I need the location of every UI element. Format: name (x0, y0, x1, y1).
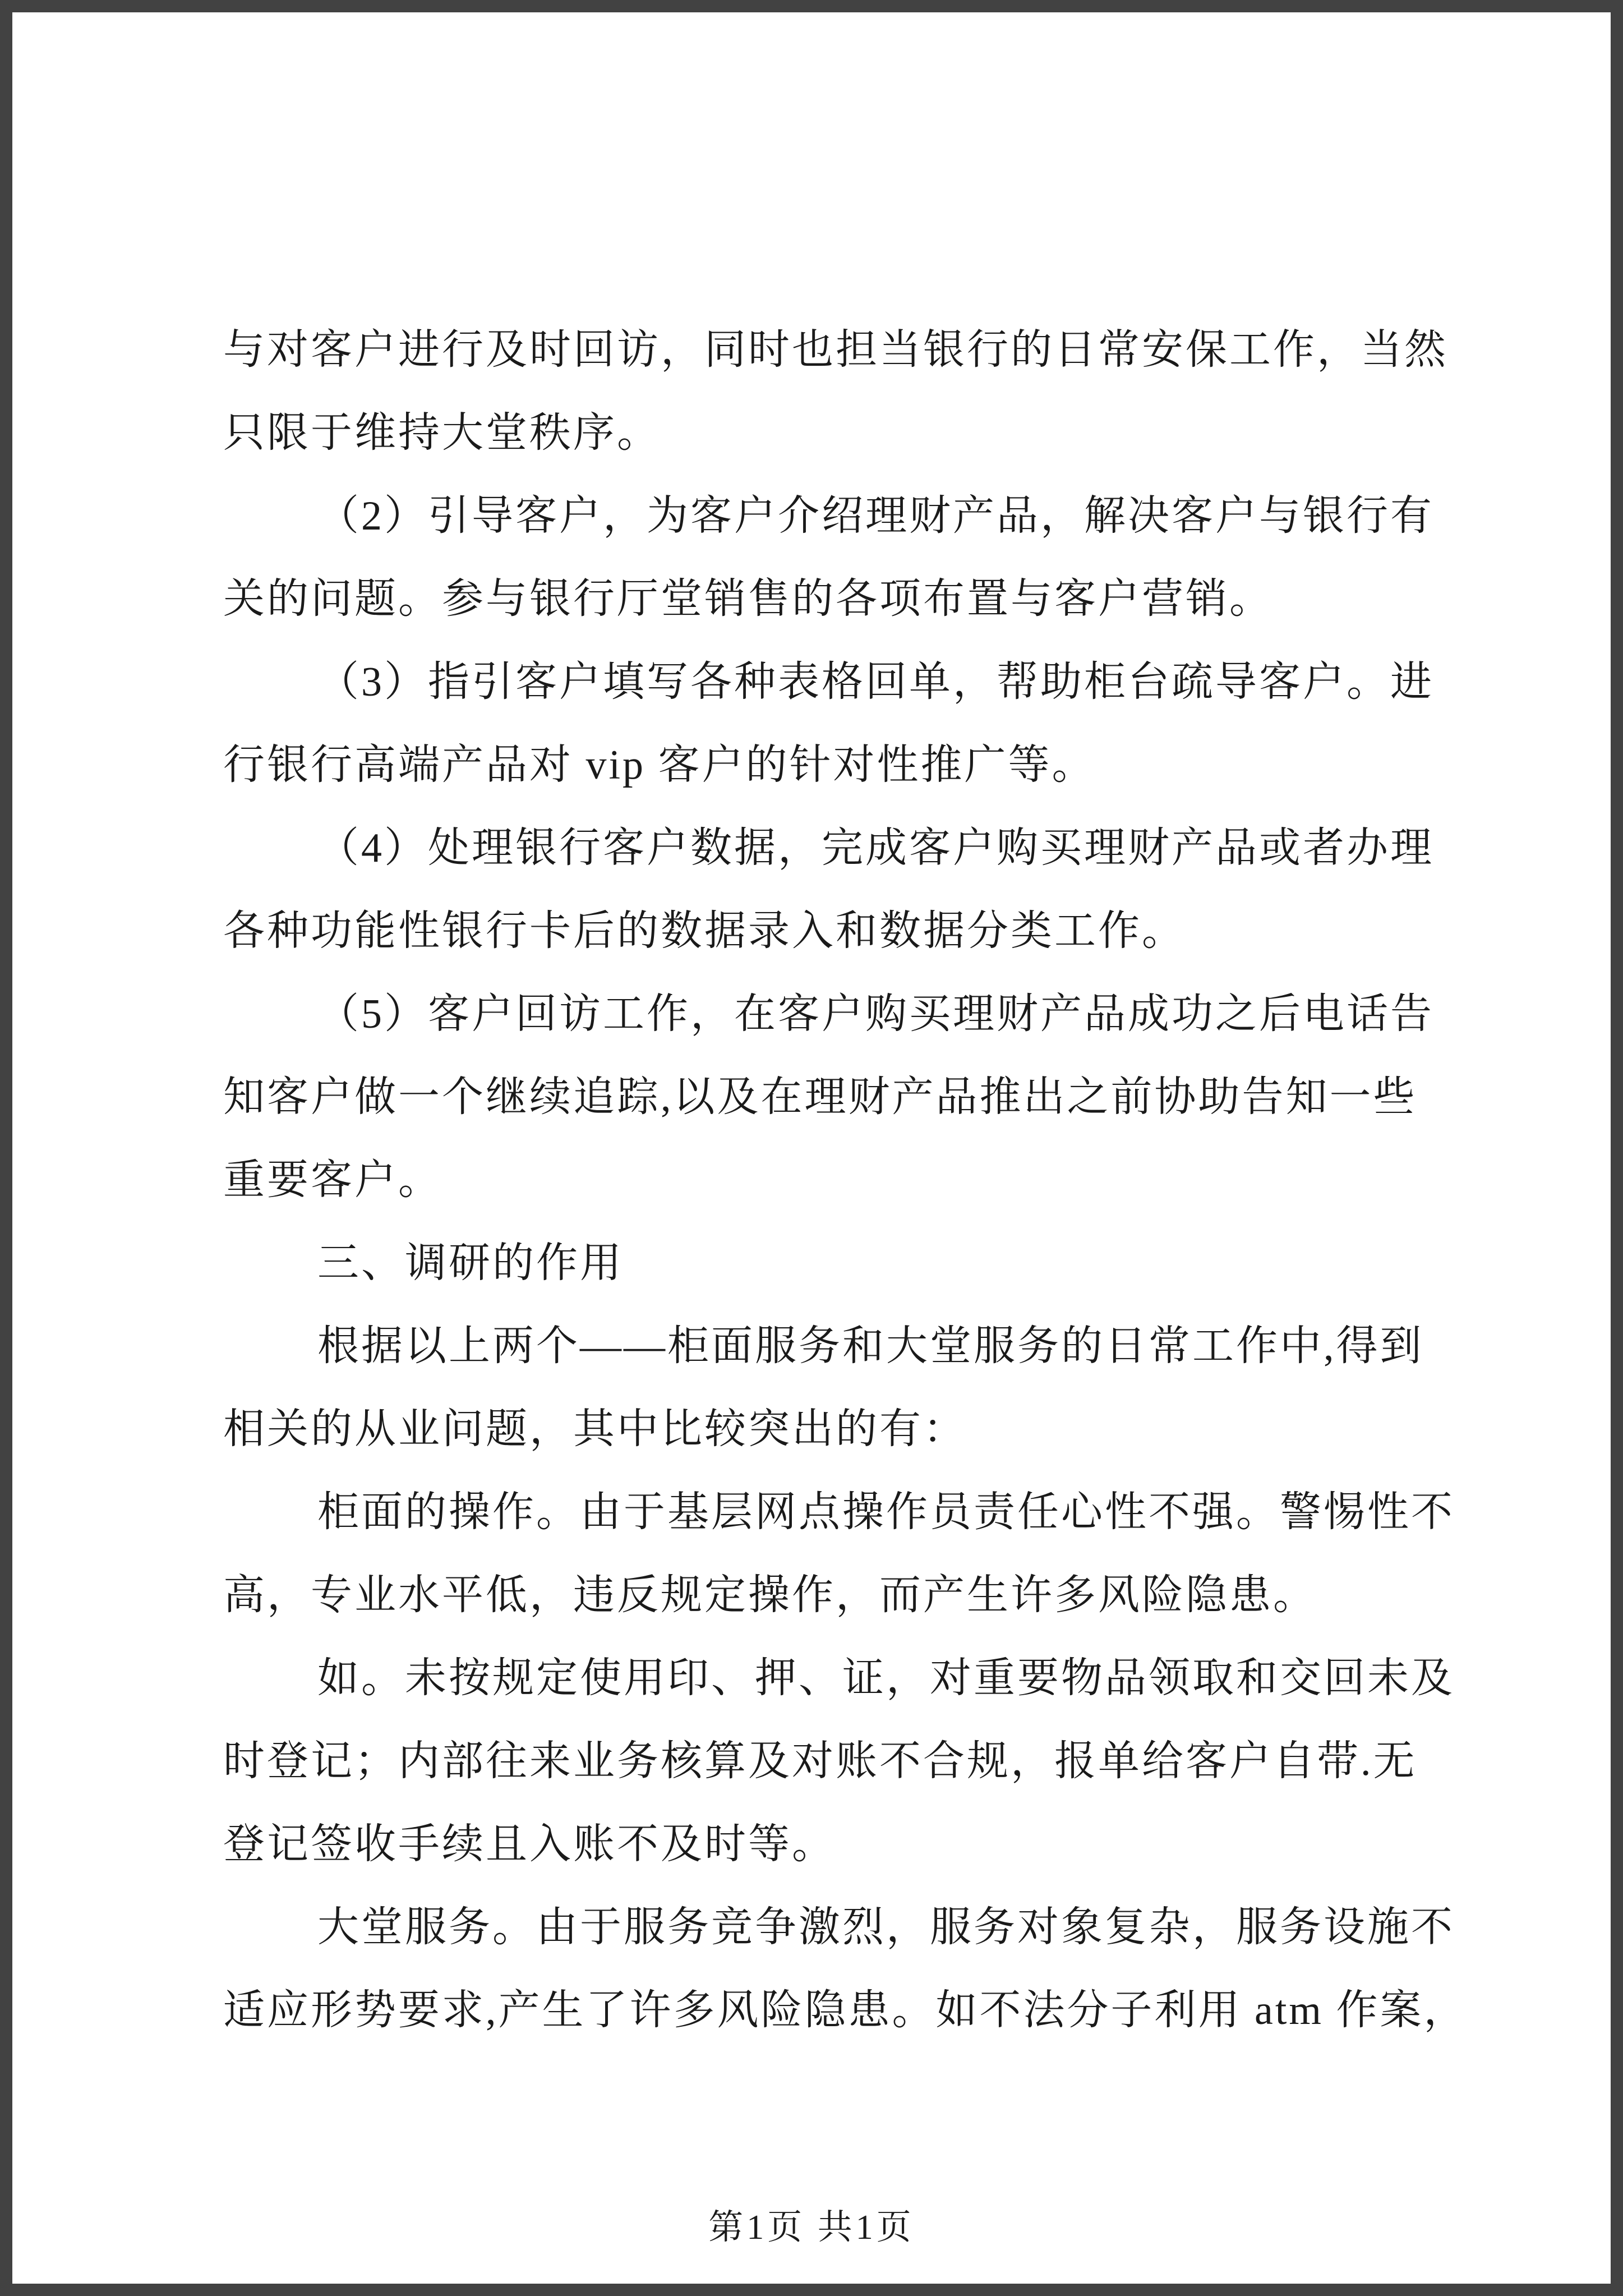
page-footer: 第1页 共1页 (708, 2208, 915, 2247)
text-line: 根据以上两个——柜面服务和大堂服务的日常工作中,得到 (317, 1323, 1424, 1369)
text-line: 登记签收手续且入账不及时等。 (223, 1821, 836, 1867)
text-line: 大堂服务。由于服务竞争激烈，服务对象复杂，服务设施不 (317, 1904, 1455, 1950)
text-line: （5）客户回访工作，在客户购买理财产品成功之后电话告 (317, 991, 1434, 1037)
text-line: 知客户做一个继续追踪,以及在理财产品推出之前协助告知一些 (223, 1074, 1417, 1120)
text-line: （3）指引客户填写各种表格回单，帮助柜台疏导客户。进 (317, 659, 1434, 705)
text-line: 相关的从业问题，其中比较突出的有： (223, 1406, 967, 1452)
text-line: 重要客户。 (223, 1157, 442, 1203)
section-heading: 三、调研的作用 (317, 1240, 624, 1286)
text-line: 与对客户进行及时回访，同时也担当银行的日常安保工作，当然 (223, 327, 1448, 373)
text-line: 行银行高端产品对 vip 客户的针对性推广等。 (223, 742, 1096, 788)
text-line: 关的问题。参与银行厅堂销售的各项布置与客户营销。 (223, 576, 1273, 622)
text-line: 只限于维持大堂秩序。 (223, 410, 661, 456)
text-line: （2）引导客户，为客户介绍理财产品，解决客户与银行有 (317, 493, 1434, 539)
document-body (223, 309, 1468, 2052)
text-line: 高，专业水平低，违反规定操作，而产生许多风险隐患。 (223, 1572, 1317, 1618)
text-line: 各种功能性银行卡后的数据录入和数据分类工作。 (223, 908, 1186, 954)
text-line: 如。未按规定使用印、押、证，对重要物品领取和交回未及 (317, 1655, 1455, 1701)
text-line: 柜面的操作。由于基层网点操作员责任心性不强。警惕性不 (317, 1489, 1455, 1535)
text-line: （4）处理银行客户数据，完成客户购买理财产品或者办理 (317, 825, 1434, 871)
text-line: 适应形势要求,产生了许多风险隐患。如不法分子利用 atm 作案， (223, 1987, 1468, 2033)
text-line: 时登记；内部往来业务核算及对账不合规，报单给客户自带.无 (223, 1738, 1417, 1784)
